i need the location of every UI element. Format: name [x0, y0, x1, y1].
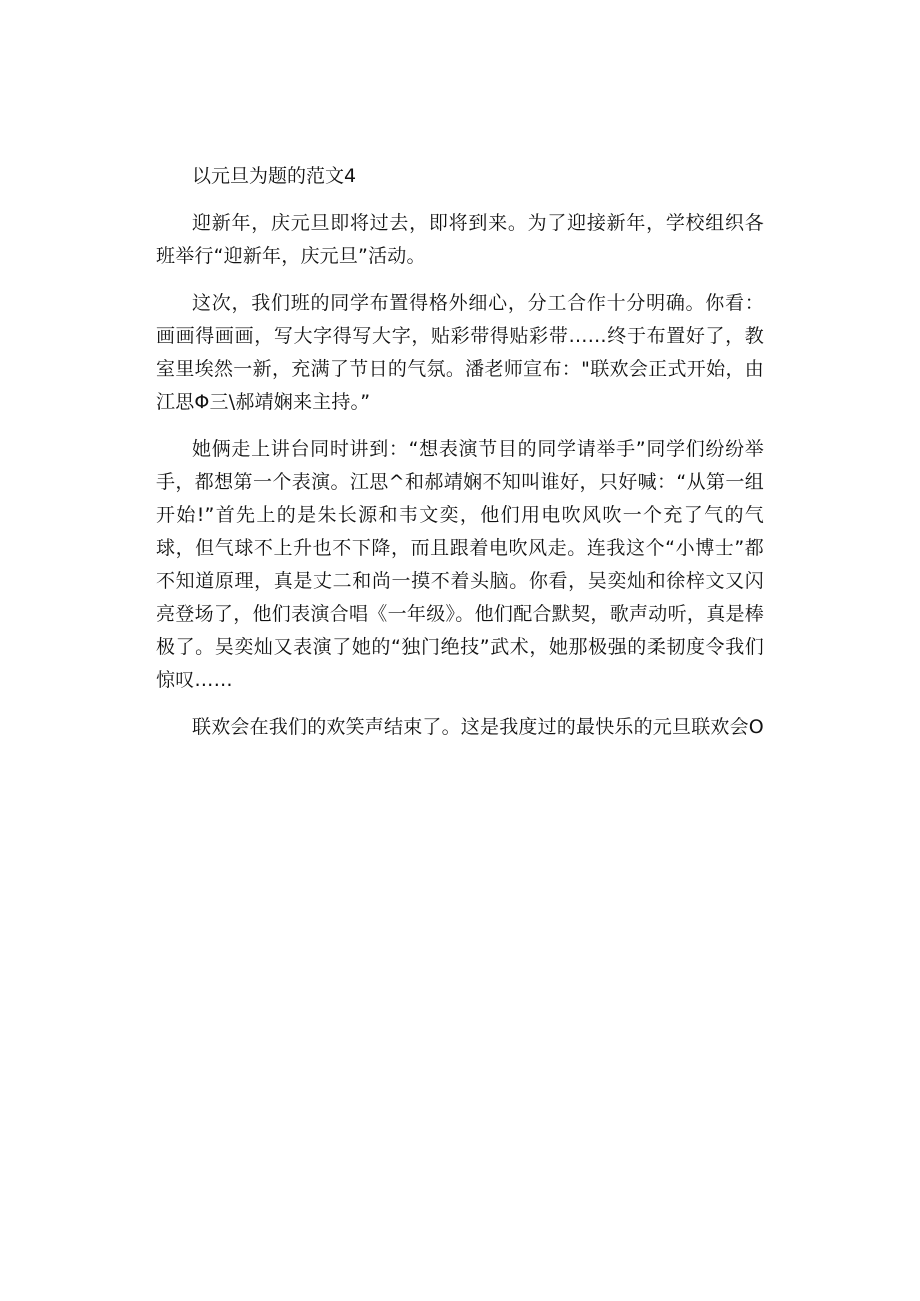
document-body [156, 160, 764, 758]
document-title: 以元旦为题的范文4 [192, 165, 357, 187]
paragraph-4: 联欢会在我们的欢笑声结束了。这是我度过的最快乐的元旦联欢会O [192, 716, 764, 738]
paragraph-1: 迎新年，庆元旦即将过去，即将到来。为了迎接新年，学校组织各班举行“迎新年，庆元旦”活动。 [156, 212, 764, 267]
paragraph-2: 这次，我们班的同学布置得格外细心，分工合作十分明确。你看：画画得画画，写大字得写大字，贴彩带得贴彩带……终于布置好了，教室里埃然一新，充满了节日的气氛。潘老师宣布："联欢会正式开始，由江思Φ三\郝靖娴来主持。” [156, 292, 764, 413]
paragraph-3: 她俩走上讲台同时讲到：“想表演节目的同学请举手”同学们纷纷举手，都想第一个表演。江思^和郝靖娴不知叫谁好，只好喊：“从第一组开始!”首先上的是朱长源和韦文奕，他们用电吹风吹一个充了气的气球，但气球不上升也不下降，而且跟着电吹风走。连我这个“小博士”都不知道原理，真是丈二和尚一摸不着头脑。你看，吴奕灿和徐梓文又闪亮登场了，他们表演合唱《一年级》。他们配合默契，歌声动听，真是棒极了。吴奕灿又表演了她的“独门绝技”武术，她那极强的柔韧度令我们惊叹…… [156, 438, 764, 691]
